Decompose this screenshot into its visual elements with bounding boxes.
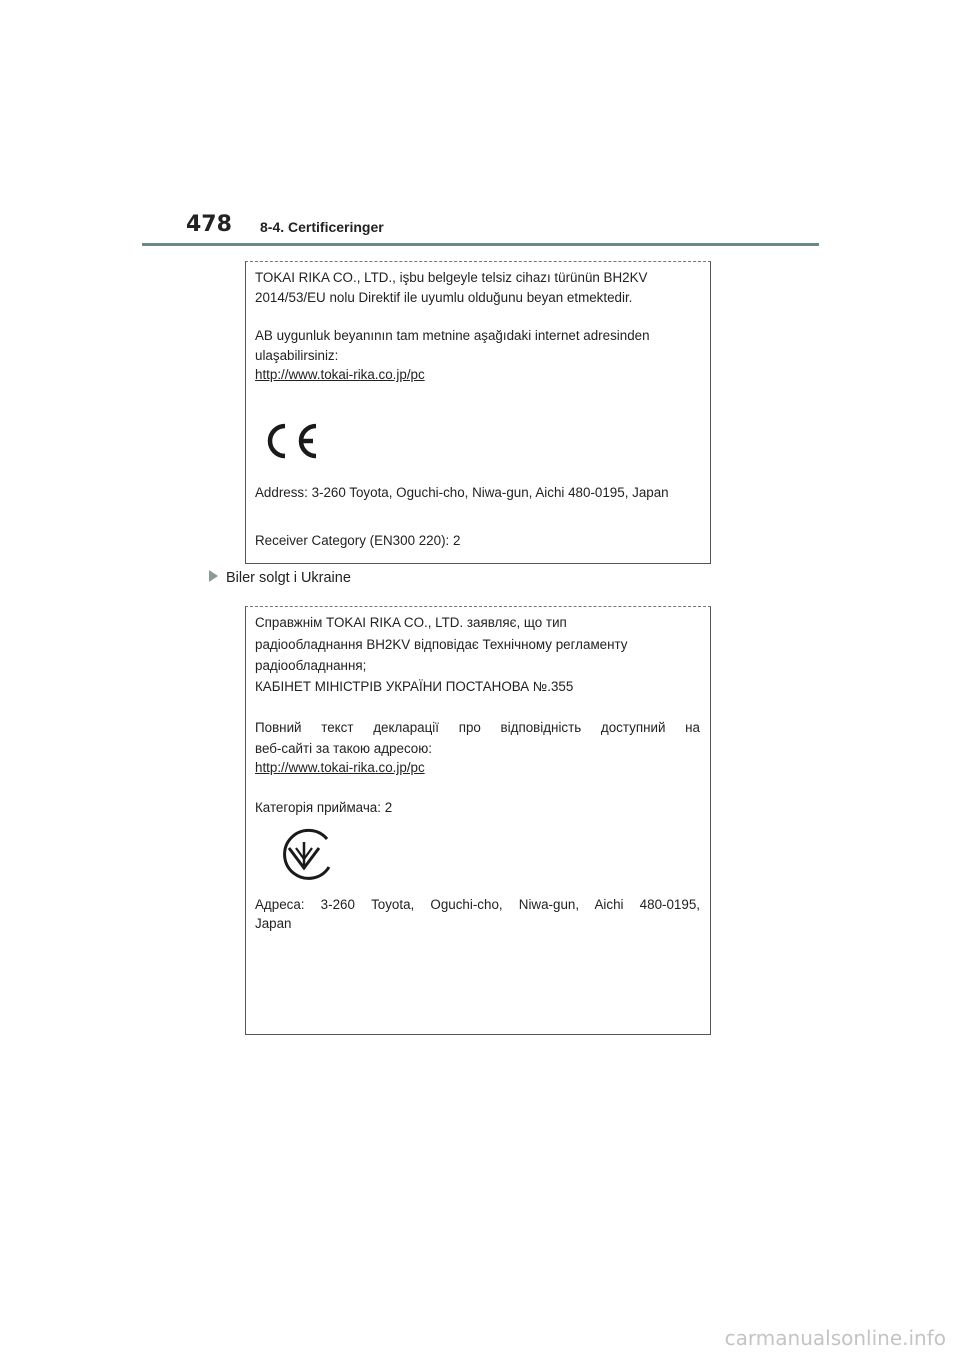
address-text: Адреса: 3-260 Toyota, Oguchi-cho, Niwa-gun, Aichi 480-0195,	[255, 897, 700, 912]
receiver-category-text: Категорія приймача: 2	[255, 800, 393, 815]
declaration-text-line: веб-сайті за такою адресою:	[255, 741, 433, 756]
address-text: Japan	[255, 916, 292, 931]
header-divider	[142, 243, 819, 246]
ukraine-heading-text: Biler solgt i Ukraine	[226, 570, 351, 586]
declaration-text-line: радіообладнання BH2KV відповідає Технічному регламенту	[255, 637, 628, 652]
turkey-declaration-box	[245, 261, 711, 564]
receiver-category-text: Receiver Category (EN300 220): 2	[255, 533, 461, 548]
declaration-text-line: Справжнім TOKAI RIKA CO., LTD. заявляє, що тип	[255, 615, 567, 630]
declaration-text-line: 2014/53/EU nolu Direktif ile uyumlu olduğunu beyan etmektedir.	[255, 290, 633, 305]
ce-mark-icon	[260, 420, 322, 462]
section-title: 8-4. Certificeringer	[260, 219, 384, 235]
declaration-link[interactable]: http://www.tokai-rika.co.jp/pc	[255, 367, 425, 382]
page-number: 478	[186, 212, 232, 237]
ukrsepro-mark-icon	[277, 826, 335, 884]
declaration-text-line: ulaşabilirsiniz:	[255, 348, 339, 363]
ukraine-heading	[209, 570, 351, 586]
ukraine-declaration-box	[245, 606, 711, 1035]
page-header	[0, 0, 960, 250]
declaration-text-line: AB uygunluk beyanının tam metnine aşağıdaki internet adresinden	[255, 328, 650, 343]
declaration-text-line: радіообладнання;	[255, 658, 367, 673]
declaration-text-line: Повний текст декларації про відповідність доступний на	[255, 720, 700, 735]
watermark: carmanualsonline.info	[724, 1326, 946, 1350]
declaration-link[interactable]: http://www.tokai-rika.co.jp/pc	[255, 760, 425, 775]
declaration-text-line: TOKAI RIKA CO., LTD., işbu belgeyle telsiz cihazı türünün BH2KV	[255, 270, 648, 285]
triangle-bullet-icon	[209, 570, 218, 582]
declaration-text-line: КАБІНЕТ МІНІСТРІВ УКРАЇНИ ПОСТАНОВА №.355	[255, 679, 574, 694]
address-text: Address: 3-260 Toyota, Oguchi-cho, Niwa-gun, Aichi 480-0195, Japan	[255, 485, 669, 500]
